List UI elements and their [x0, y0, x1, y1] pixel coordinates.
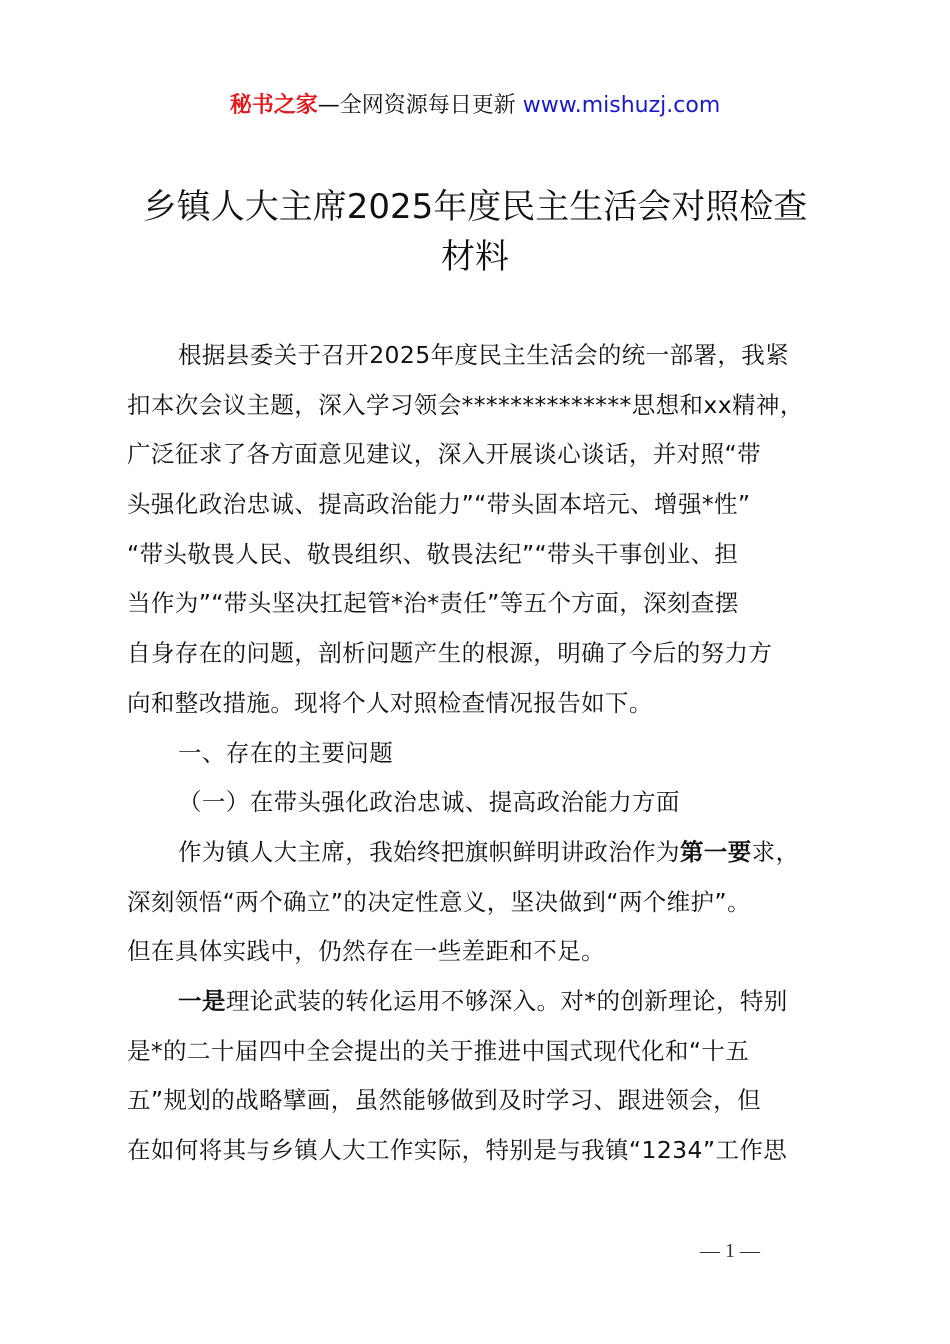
text-line: 在如何将其与乡镇人大工作实际，特别是与我镇“1234”工作思 [127, 1136, 788, 1164]
title-line: 乡镇人大主席2025年度民主生活会对照检查 [142, 187, 808, 227]
text-line [127, 828, 837, 878]
text-line: 扣本次会议主题，深入学习领会**************思想和xx精神， [127, 390, 804, 419]
page-number: — 1 — [700, 1240, 760, 1262]
text-line: 深刻领悟“两个确立”的决定性意义，坚决做到“两个维护”。 [127, 887, 751, 916]
title-line: 材料 [441, 237, 509, 277]
bold-text: 第一要 [679, 837, 752, 866]
banner-tagline: —全网资源每日更新 [317, 93, 523, 118]
text-span: 作为镇人大主席，我始终把旗帜鲜明讲政治作为 [178, 837, 680, 866]
brand-name: 秘书之家 [229, 93, 318, 118]
text-span: 理论武装的转化运用不够深入。对*的创新理论，特别 [225, 986, 788, 1015]
subsection-heading: （一）在带头强化政治忠诚、提高政治能力方面 [178, 788, 680, 817]
section-heading: 一、存在的主要问题 [178, 738, 394, 767]
text-line: 当作为”“带头坚决扛起管*治*责任”等五个方面，深刻查摆 [127, 589, 739, 618]
text-line: 根据县委关于召开2025年度民主生活会的统一部署，我紧 [178, 341, 790, 369]
site-link[interactable]: www.mishuzj.com [522, 93, 721, 118]
text-line: “带头敬畏人民、敬畏组织、敬畏法纪”“带头干事创业、担 [127, 539, 739, 568]
text-line: 是*的二十届四中全会提出的关于推进中国式现代化和“十五 [127, 1036, 750, 1065]
document-title [0, 182, 950, 282]
text-line: 广泛征求了各方面意见建议，深入开展谈心谈话，并对照“带 [127, 440, 761, 469]
text-span: 求， [751, 837, 800, 866]
document-body [127, 331, 837, 1176]
text-line [127, 977, 837, 1027]
text-line: 向和整改措施。现将个人对照检查情况报告如下。 [127, 688, 653, 717]
text-line: 但在具体实践中，仍然存在一些差距和不足。 [127, 937, 605, 966]
text-line: 五”规划的战略擘画，虽然能够做到及时学习、跟进领会，但 [127, 1086, 761, 1115]
site-banner [0, 88, 950, 119]
bold-text: 一是 [178, 986, 226, 1015]
text-line: 自身存在的问题，剖析问题产生的根源，明确了今后的努力方 [127, 639, 773, 668]
text-line: 头强化政治忠诚、提高政治能力”“带头固本培元、增强*性” [127, 490, 751, 519]
